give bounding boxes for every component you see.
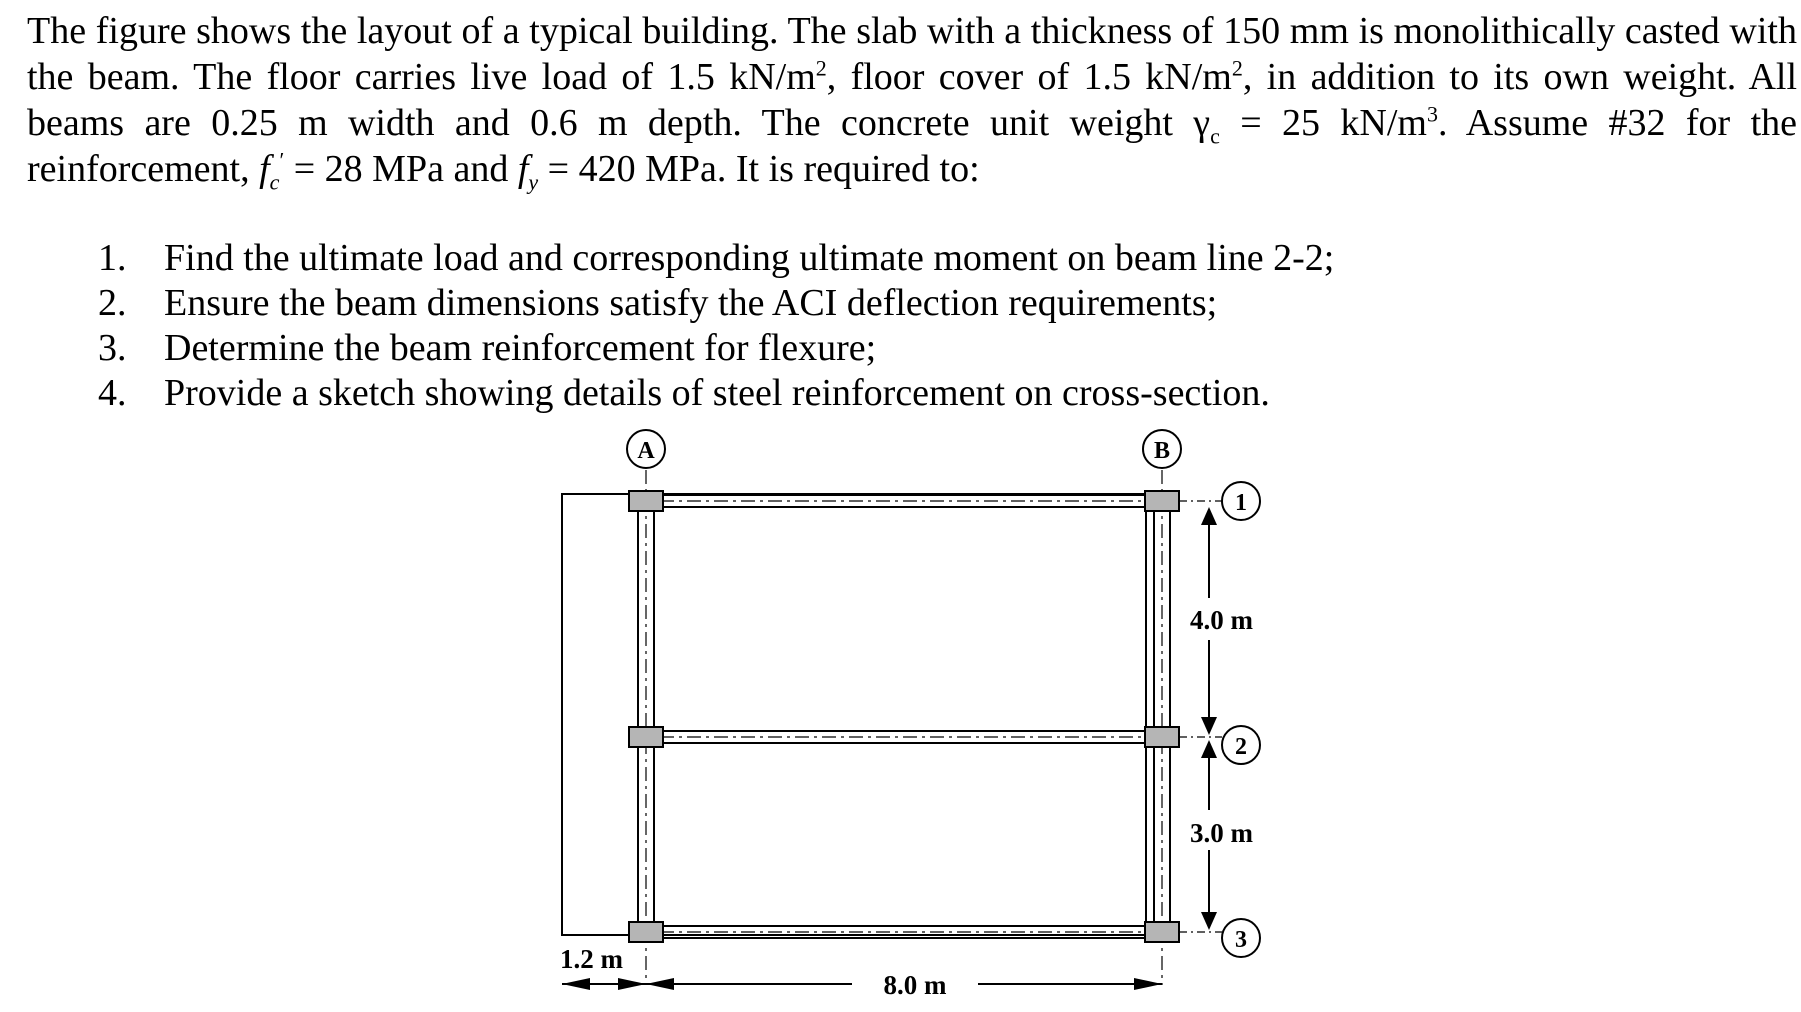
task-item: 2. Ensure the beam dimensions satisfy the ACI deflection requirements; xyxy=(98,282,1218,324)
column-a1 xyxy=(629,491,663,511)
column-b2 xyxy=(1145,727,1179,747)
dimension-label-4m: 4.0 m xyxy=(1190,605,1253,635)
beam-line-1 xyxy=(660,495,1148,507)
grid-label-b: B xyxy=(1153,438,1171,464)
column-a2 xyxy=(629,727,663,747)
dimension-label-1-2m: 1.2 m xyxy=(560,944,623,974)
grid-label-1: 1 xyxy=(1235,490,1247,516)
grid-label-a: A xyxy=(637,438,655,464)
beam-line-2 xyxy=(660,731,1148,743)
slab-outline xyxy=(562,494,1146,935)
dimension-overhang xyxy=(562,978,646,990)
grid-label-2: 2 xyxy=(1235,734,1247,760)
column-b1 xyxy=(1145,491,1179,511)
dimension-label-8m: 8.0 m xyxy=(883,970,947,1000)
grid-label-3: 3 xyxy=(1235,927,1247,953)
problem-statement: The figure shows the layout of a typical building. The slab with a thickness of 150 mm is monolithically casted with the beam. The floor carries live load of 1.5 $kN/m^2$, floor cover of 1.5 $kN/m^2$, in addition to its own weight. All beams are 0.25 m width and 0.6 m depth. The concrete unit weight $\gamma_c = 25$ $kN/m^3$. Assume #32 for the reinforcement, $f_c' = 28$ MPa and $f_y = 420$ MPa. It is required to: xyxy=(27,10,1798,195)
column-b3 xyxy=(1145,922,1179,942)
task-item: 4. Provide a sketch showing details of steel reinforcement on cross-section. xyxy=(98,372,1270,414)
beam-line-3 xyxy=(660,926,1148,938)
dimension-label-3m: 3.0 m xyxy=(1190,818,1253,848)
task-item: 1. Find the ultimate load and corresponding ultimate moment on beam line 2-2; xyxy=(98,237,1335,279)
column-a3 xyxy=(629,922,663,942)
task-item: 3. Determine the beam reinforcement for flexure; xyxy=(98,327,877,369)
